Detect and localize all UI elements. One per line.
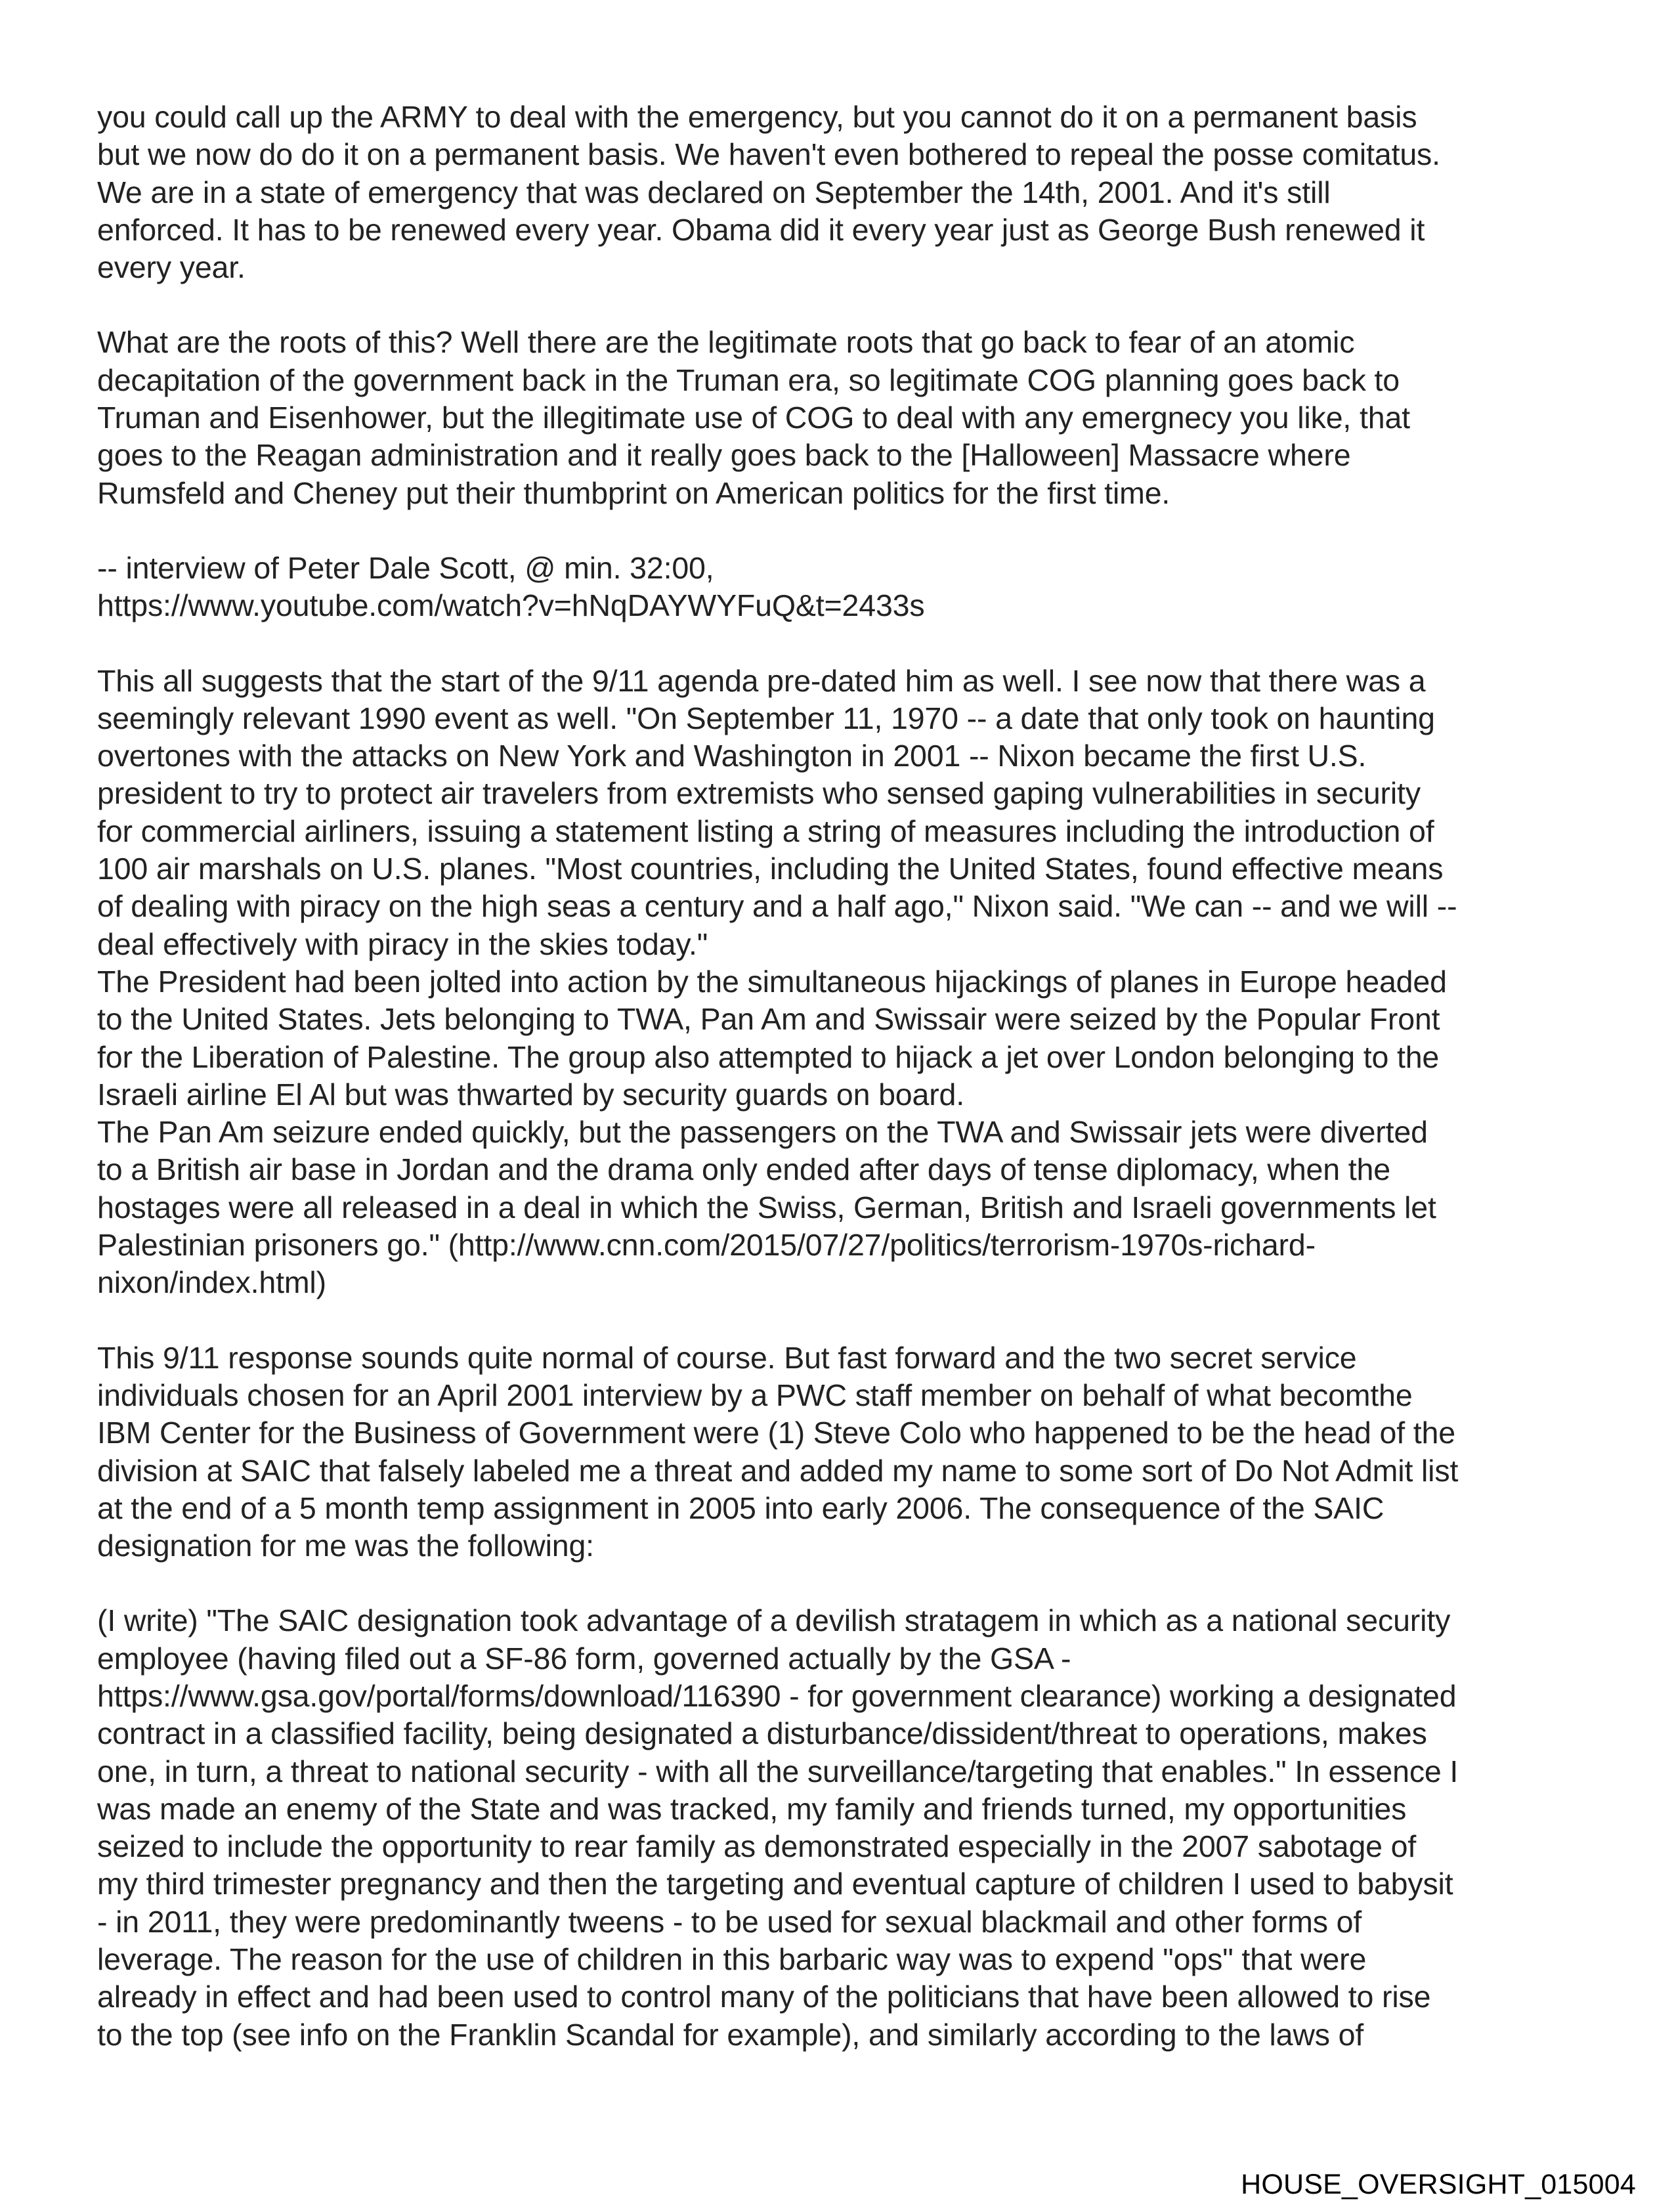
document-page [97,98,1581,2054]
text-line: The President had been jolted into action by the simultaneous hijackings of planes in Europe headed [97,964,1447,999]
text-line: This all suggests that the start of the 9/11 agenda pre-dated him as well. I see now that there was a [97,663,1426,698]
paragraph-pan-am-seizure [97,1114,1581,1301]
text-line: to the top (see info on the Franklin Scandal for example), and similarly according to the laws of [97,2017,1364,2052]
text-line: 100 air marshals on U.S. planes. "Most countries, including the United States, found effective means [97,852,1444,886]
text-line: you could call up the ARMY to deal with the emergency, but you cannot do it on a permanent basis [97,100,1417,134]
text-line: one, in turn, a threat to national security - with all the surveillance/targeting that enables." In essence I [97,1754,1459,1789]
text-line: What are the roots of this? Well there are the legitimate roots that go back to fear of an atomic [97,325,1355,360]
text-line: https://www.gsa.gov/portal/forms/download/116390 - for government clearance) working a designated [97,1678,1457,1713]
text-line: Palestinian prisoners go." (http://www.cnn.com/2015/07/27/politics/terrorism-1970s-richard- [97,1228,1316,1263]
paragraph-saic-designation [97,1602,1581,2054]
text-line: of dealing with piracy on the high seas a century and a half ago," Nixon said. "We can -- and we will -- [97,889,1457,924]
paragraph-nixon-1970 [97,662,1581,963]
text-line: decapitation of the government back in the Truman era, so legitimate COG planning goes back to [97,362,1400,397]
text-line: - in 2011, they were predominantly tweens - to be used for sexual blackmail and other forms of [97,1904,1362,1939]
bates-number: HOUSE_OVERSIGHT_015004 [1241,2169,1636,2200]
text-line: employee (having filed out a SF-86 form, governed actually by the GSA - [97,1641,1071,1676]
text-line: already in effect and had been used to control many of the politicians that have been allowed to rise [97,1980,1431,2014]
text-line: goes to the Reagan administration and it really goes back to the [Halloween] Massacre where [97,438,1351,473]
text-line: Truman and Eisenhower, but the illegitimate use of COG to deal with any emergnecy you like, that [97,401,1410,435]
text-line: for the Liberation of Palestine. The group also attempted to hijack a jet over London belonging to the [97,1039,1440,1074]
text-line: Israeli airline El Al but was thwarted by security guards on board. [97,1077,965,1112]
text-line: (I write) "The SAIC designation took advantage of a devilish stratagem in which as a national security [97,1603,1451,1638]
text-line: individuals chosen for an April 2001 interview by a PWC staff member on behalf of what becomthe [97,1377,1413,1412]
text-line: every year. [97,250,246,285]
text-line: designation for me was the following: [97,1529,594,1563]
paragraph-roots-quote [97,324,1581,511]
paragraph-secret-service [97,1339,1581,1565]
text-line: to a British air base in Jordan and the drama only ended after days of tense diplomacy, when the [97,1152,1390,1187]
text-line: seized to include the opportunity to rear family as demonstrated especially in the 2007 sabotage of [97,1829,1417,1864]
text-line: but we now do do it on a permanent basis. We haven't even bothered to repeal the posse comitatus. [97,137,1440,172]
text-line: for commercial airliners, issuing a statement listing a string of measures including the introduction of [97,813,1434,848]
text-line: president to try to protect air travelers from extremists who sensed gaping vulnerabilities in security [97,776,1421,811]
text-line: seemingly relevant 1990 event as well. "On September 11, 1970 -- a date that only took on haunting [97,701,1435,735]
text-line: to the United States. Jets belonging to TWA, Pan Am and Swissair were seized by the Popular Front [97,1002,1440,1037]
text-line: Rumsfeld and Cheney put their thumbprint on American politics for the first time. [97,475,1170,510]
text-line: hostages were all released in a deal in which the Swiss, German, British and Israeli governments let [97,1190,1436,1225]
citation-attribution: -- interview of Peter Dale Scott, @ min. 32:00, [97,550,714,585]
text-line: leverage. The reason for the use of children in this barbaric way was to expend "ops" that were [97,1942,1367,1977]
text-line: The Pan Am seizure ended quickly, but the passengers on the TWA and Swissair jets were diverted [97,1115,1428,1150]
citation-url: https://www.youtube.com/watch?v=hNqDAYWYFuQ&t=2433s [97,588,925,623]
text-line: enforced. It has to be renewed every year. Obama did it every year just as George Bush renewed it [97,212,1425,247]
text-line: IBM Center for the Business of Government were (1) Steve Colo who happened to be the head of the [97,1416,1455,1450]
text-line: overtones with the attacks on New York and Washington in 2001 -- Nixon became the first U.S. [97,739,1367,773]
text-line: was made an enemy of the State and was tracked, my family and friends turned, my opportunities [97,1791,1407,1826]
text-line: contract in a classified facility, being designated a disturbance/dissident/threat to operations, makes [97,1716,1427,1751]
text-line: at the end of a 5 month temp assignment in 2005 into early 2006. The consequence of the SAIC [97,1490,1384,1525]
paragraph-state-of-emergency-quote [97,98,1581,286]
text-line: This 9/11 response sounds quite normal of course. But fast forward and the two secret service [97,1340,1357,1375]
paragraph-citation [97,550,1581,625]
text-line: We are in a state of emergency that was declared on September the 14th, 2001. And it's still [97,175,1331,209]
text-line: deal effectively with piracy in the skies today." [97,926,708,961]
paragraph-hijackings [97,963,1581,1114]
text-line: division at SAIC that falsely labeled me a threat and added my name to some sort of Do Not Admit list [97,1453,1459,1488]
text-line: nixon/index.html) [97,1265,326,1300]
text-line: my third trimester pregnancy and then the targeting and eventual capture of children I used to babysit [97,1867,1453,1901]
